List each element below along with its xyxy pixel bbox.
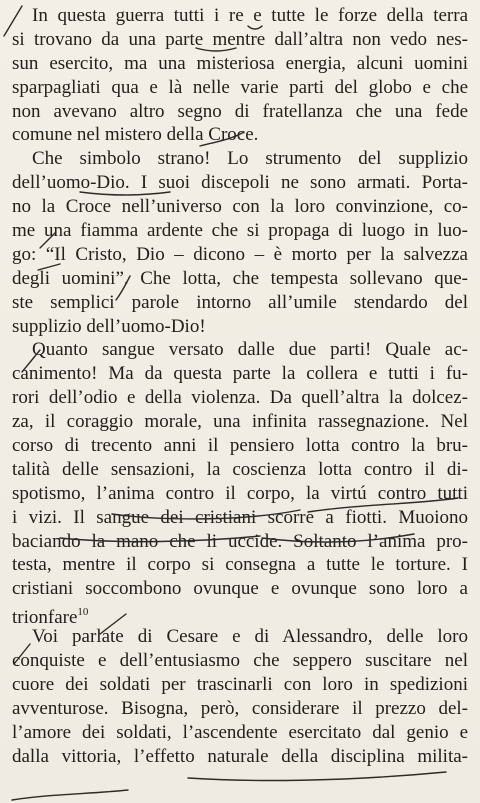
text-line: dalla vittoria, l’effetto naturale della disciplina milita- bbox=[12, 745, 468, 767]
text-line: cristiani soccombono ovunque e ovunque sono loro a bbox=[12, 578, 468, 600]
underline-mark bbox=[12, 790, 128, 800]
text-line: conquiste e dell’entusiasmo che seppero suscitare nel bbox=[12, 650, 468, 672]
text-line: sparpagliati qua e là nelle varie parti del globo e che bbox=[12, 76, 468, 98]
text-line: baciando la mano che li uccide. Soltanto l’anima pro- bbox=[12, 530, 468, 552]
text-line: Che simbolo strano! Lo strumento del supplizio bbox=[32, 148, 468, 170]
text-line: talità delle sensazioni, la coscienza lotta contro il di- bbox=[12, 458, 468, 480]
paragraph-2 bbox=[12, 147, 468, 338]
text-line: comune nel mistero della Croce. bbox=[12, 124, 259, 146]
text-line: sun esercito, ma una misteriosa energia, alcuni uomini bbox=[12, 52, 468, 74]
text-line: testa, mentre il corpo si consegna a tutte le torture. I bbox=[12, 554, 468, 576]
text-line: za, il coraggio morale, una infinita rassegnazione. Nel bbox=[12, 411, 468, 433]
text-line: canimento! Ma da questa parte la collera e tutti i fu- bbox=[12, 363, 468, 385]
text-line-content: trionfare bbox=[12, 607, 78, 629]
text-line: go: “Il Cristo, Dio – dicono – è morto per la salvezza bbox=[12, 243, 468, 265]
text-line: cuore dei soldati per trascinarli con loro in spedizioni bbox=[12, 673, 468, 695]
paragraph-4 bbox=[12, 625, 468, 768]
text-line: spotismo, l’anima contro il corpo, la virtú contro tutti bbox=[12, 482, 468, 504]
text-line: Voi parlate di Cesare e di Alessandro, delle loro bbox=[32, 626, 468, 648]
text-line: rori dell’odio e della violenza. Da quell’altra la dolcez- bbox=[12, 387, 468, 409]
text-line: non avevano altro segno di fratellanza che una fede bbox=[12, 100, 468, 122]
text-line: supplizio dell’uomo-Dio! bbox=[12, 315, 206, 337]
text-line: me una fiamma ardente che si propaga di luogo in luo- bbox=[12, 220, 468, 242]
text-line: degli uomini”. Che lotta, che tempesta sollevano que- bbox=[12, 267, 468, 289]
text-line: corso di trecento anni il pensiero lotta contro la bru- bbox=[12, 435, 468, 457]
underline-mark bbox=[188, 772, 446, 780]
text-line: si trovano da una parte mentre dall’altra non vedo nes- bbox=[12, 28, 468, 50]
body-text bbox=[12, 4, 468, 769]
text-line: ste semplici parole intorno all’umile stendardo del bbox=[12, 291, 468, 313]
text-line bbox=[12, 601, 468, 629]
text-line: no la Croce nell’universo con la loro convinzione, co- bbox=[12, 196, 468, 218]
text-line: dell’uomo-Dio. I suoi discepoli ne sono armati. Porta- bbox=[12, 172, 468, 194]
paragraph-1 bbox=[12, 4, 468, 147]
text-line: Quanto sangue versato dalle due parti! Quale ac- bbox=[32, 339, 468, 361]
text-line: i vizi. Il sangue dei cristiani scorre a fiotti. Muoiono bbox=[12, 506, 468, 528]
text-line: avventurose. Bisogna, però, considerare il prezzo del- bbox=[12, 697, 468, 719]
text-line: l’amore dei soldati, l’ascendente esercitato dal genio e bbox=[12, 721, 468, 743]
text-line: In questa guerra tutti i re e tutte le forze della terra bbox=[32, 5, 468, 26]
paragraph-3 bbox=[12, 338, 468, 629]
footnote-marker: 10 bbox=[77, 606, 89, 619]
